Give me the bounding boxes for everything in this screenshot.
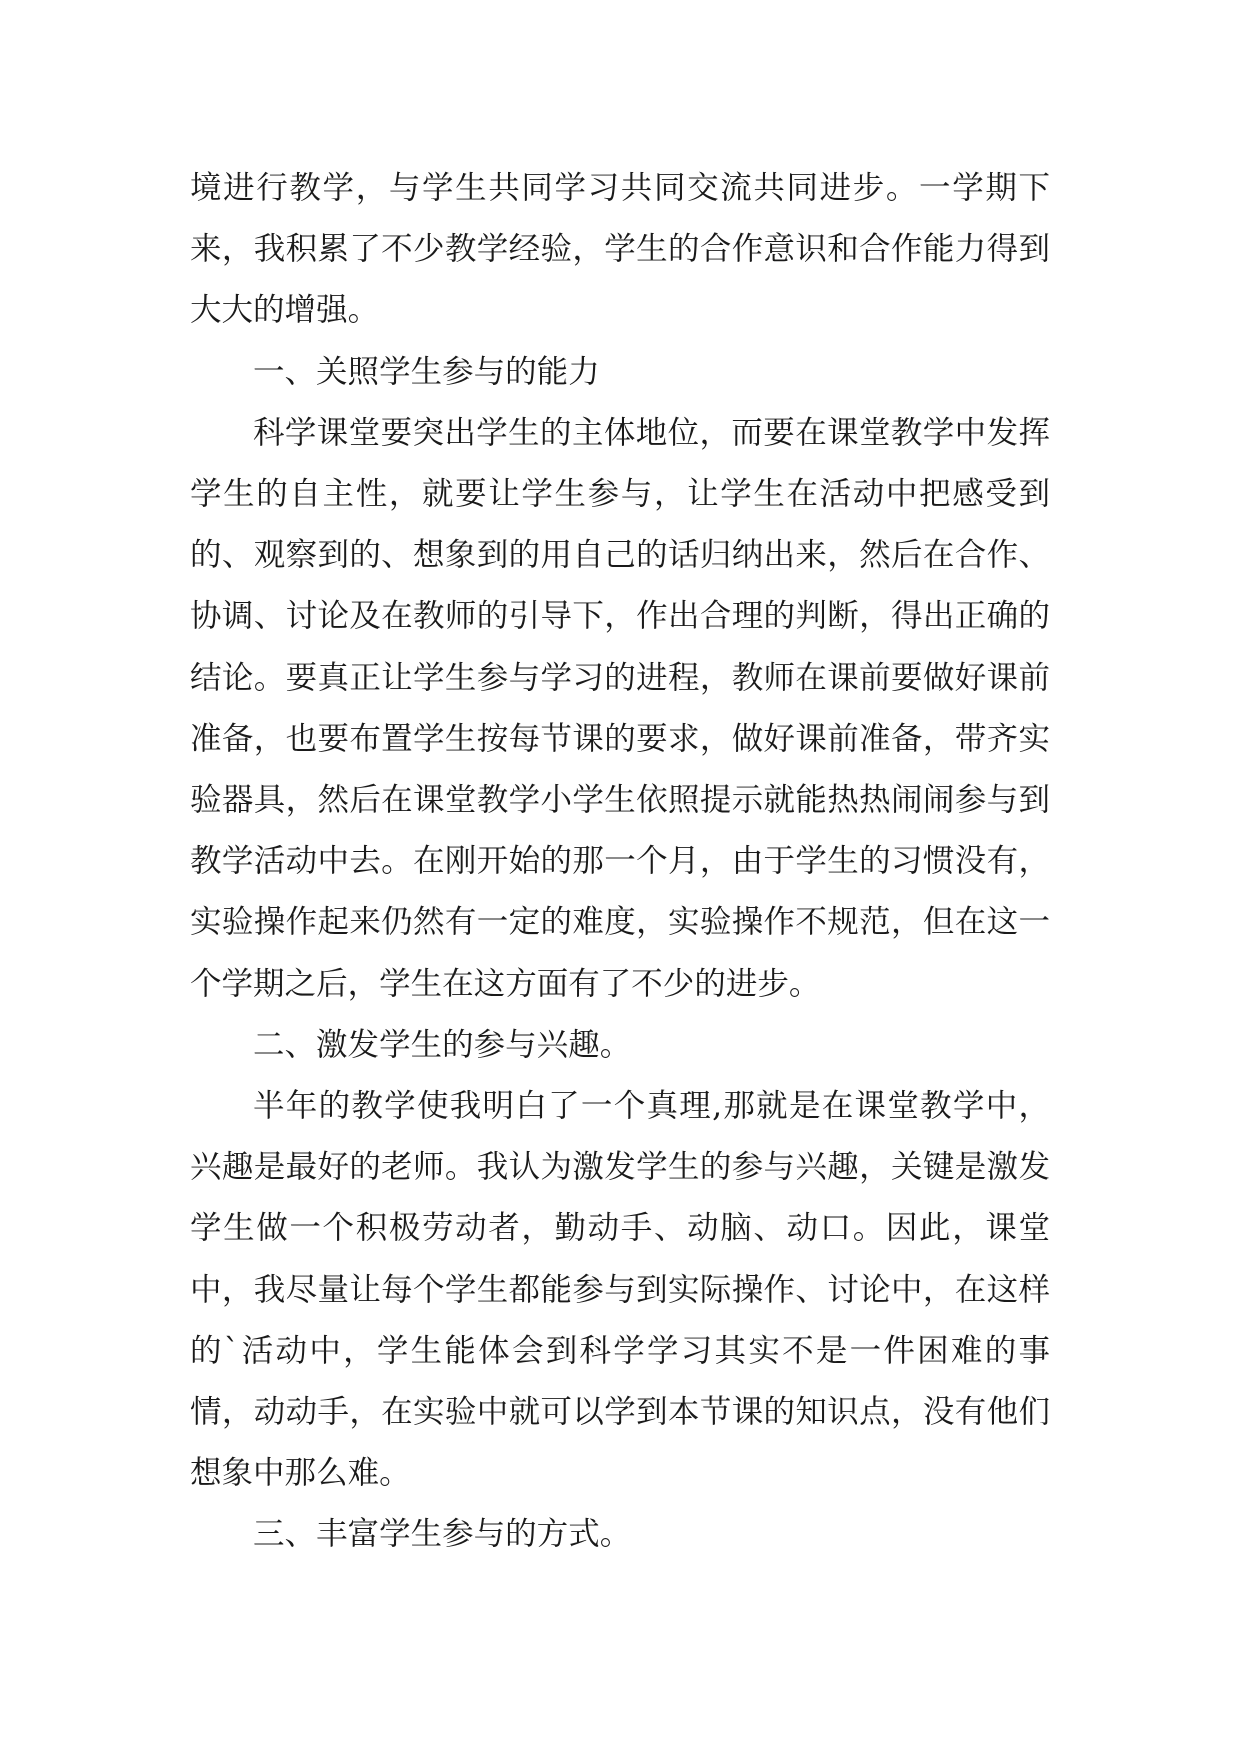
- paragraph-continuation: 境进行教学，与学生共同学习共同交流共同进步。一学期下来，我积累了不少教学经验，学生的合作意识和合作能力得到大大的增强。: [190, 170, 1050, 329]
- paragraph-section-1: 科学课堂要突出学生的主体地位，而要在课堂教学中发挥学生的自主性，就要让学生参与，让学生在活动中把感受到的、观察到的、想象到的用自己的话归纳出来，然后在合作、协调、讨论及在教师的引导下，作出合理的判断，得出正确的结论。要真正让学生参与学习的进程，教师在课前要做好课前准备，也要布置学生按每节课的要求，做好课前准备，带齐实验器具，然后在课堂教学小学生依照提示就能热热闹闹参与到教学活动中去。在刚开始的那一个月，由于学生的习惯没有，实验操作起来仍然有一定的难度，实验操作不规范，但在这一个学期之后，学生在这方面有了不少的进步。: [190, 414, 1050, 1002]
- document-body: [190, 158, 1050, 1566]
- section-heading-1: 一、关照学生参与的能力: [253, 353, 600, 390]
- paragraph-section-2: 半年的教学使我明白了一个真理,那就是在课堂教学中，兴趣是最好的老师。我认为激发学生的参与兴趣，关键是激发学生做一个积极劳动者，勤动手、动脑、动口。因此，课堂中，我尽量让每个学生都能参与到实际操作、讨论中，在这样的`活动中，学生能体会到科学学习其实不是一件困难的事情，动动手，在实验中就可以学到本节课的知识点，没有他们想象中那么难。: [190, 1088, 1050, 1492]
- section-heading-2: 二、激发学生的参与兴趣。: [253, 1026, 632, 1063]
- section-heading-3: 三、丰富学生参与的方式。: [253, 1516, 632, 1553]
